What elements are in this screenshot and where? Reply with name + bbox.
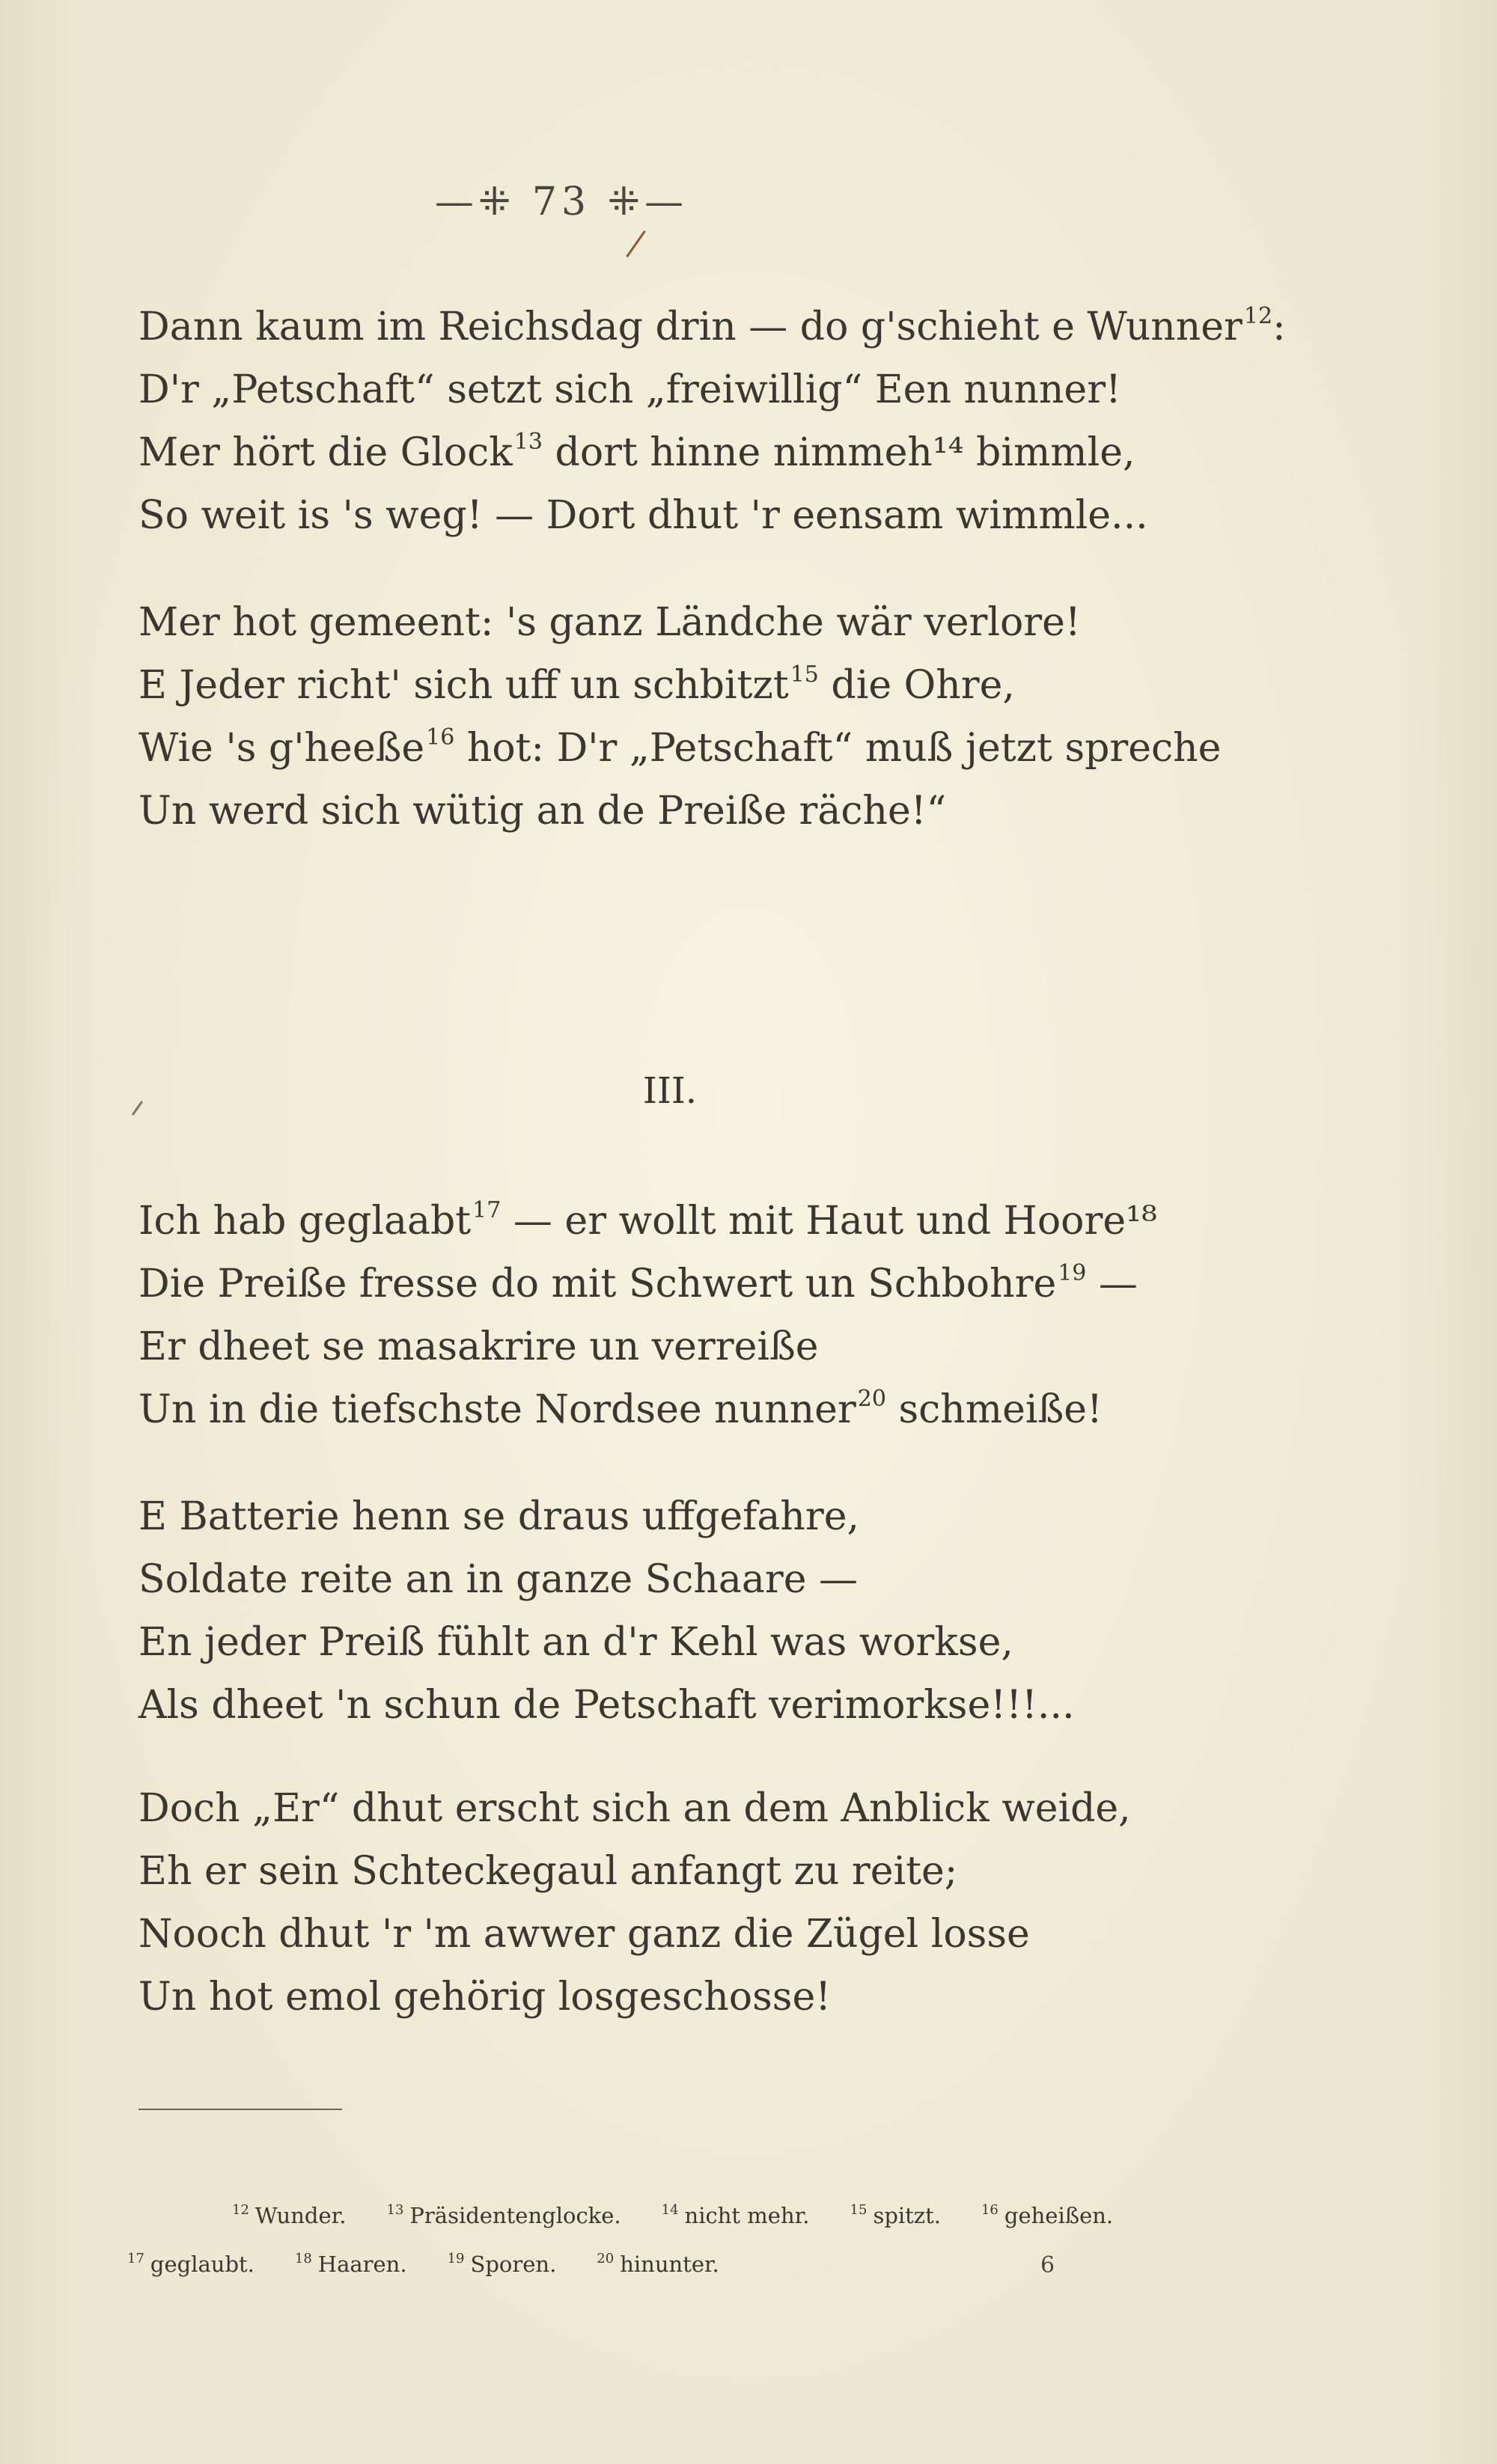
footnote-text: Wunder. [254, 2203, 347, 2228]
verse-text-tail: hot: D'r „Petschaft“ muß jetzt spreche [454, 726, 1222, 771]
footnote-text: geglaubt. [150, 2251, 254, 2277]
footnote-item [850, 2189, 941, 2237]
footnote-row-1 [127, 2189, 1220, 2237]
footnote-marker: 20 [857, 1386, 886, 1412]
verse-line [138, 780, 1231, 843]
footnote-number: 18 [294, 2251, 312, 2266]
stanza [138, 296, 1286, 547]
stanza [138, 1485, 1231, 1737]
verse-text: E Batterie henn se draus uffgefahre, [138, 1494, 860, 1539]
verse-line [138, 1966, 1231, 2029]
footnote-number: 13 [386, 2202, 404, 2218]
footnote-marker: 16 [426, 724, 455, 750]
verse-text: Mer hot gemeent: 's ganz Ländche wär verlore! [138, 600, 1081, 645]
verse-line [138, 296, 1286, 358]
footnote-number: 12 [232, 2202, 249, 2218]
footnote-item [448, 2237, 557, 2286]
verse-text: Dann kaum im Reichsdag drin — do g'schieht e Wunner [138, 305, 1243, 349]
verse-text: Un hot emol gehörig losgeschosse! [138, 1975, 832, 2020]
footnote-number: 15 [850, 2202, 868, 2218]
verse-line [138, 591, 1231, 654]
footnote-marker: 12 [1243, 303, 1273, 329]
verse-line [138, 1777, 1231, 1840]
verse-text: Un werd sich wütig an de Preiße räche!“ [138, 789, 947, 834]
footnote-item [662, 2189, 810, 2237]
verse-line [138, 1190, 1231, 1253]
stanza [138, 1190, 1231, 1441]
verse-line [138, 1840, 1231, 1903]
footnote-marker: 17 [472, 1197, 501, 1223]
verse-line [138, 1548, 1231, 1611]
footnote-text: Sporen. [470, 2251, 557, 2277]
verse-text: En jeder Preiß fühlt an d'r Kehl was workse, [138, 1620, 1013, 1665]
footnote-text: spitzt. [873, 2203, 941, 2228]
verse-text: E Jeder richt' sich uff un schbitzt [138, 663, 789, 708]
footnote-item [232, 2189, 347, 2237]
verse-line [138, 1903, 1231, 1966]
verse-text: D'r „Petschaft“ setzt sich „freiwillig“ Een nunner! [138, 367, 1121, 412]
footnote-row-2 [127, 2237, 1220, 2286]
ink-mark [626, 230, 646, 257]
footnote-marker: 13 [513, 429, 543, 455]
footnote-item [387, 2189, 621, 2237]
verse-text-tail: die Ohre, [818, 663, 1015, 708]
verse-text: Eh er sein Schteckegaul anfangt zu reite; [138, 1849, 958, 1894]
verse-text: Doch „Er“ dhut erscht sich an dem Anblick weide, [138, 1786, 1131, 1831]
verse-text: Nooch dhut 'r 'm awwer ganz die Zügel losse [138, 1912, 1030, 1957]
footnote-number: 19 [447, 2251, 465, 2266]
verse-text: Soldate reite an in ganze Schaare — [138, 1557, 859, 1602]
verse-line [138, 654, 1231, 717]
verse-text: Die Preiße fresse do mit Schwert un Schbohre [138, 1262, 1057, 1306]
footnote-item [295, 2237, 407, 2286]
page-number: —⁜ 73 ⁜— [434, 180, 689, 224]
footnote-number: 16 [981, 2202, 998, 2218]
verse-line [138, 1315, 1231, 1378]
signature-mark: 6 [1040, 2252, 1055, 2278]
verse-line [138, 1674, 1231, 1737]
verse-text: So weit is 's weg! — Dort dhut 'r eensam wimmle... [138, 493, 1148, 538]
verse-line [138, 1485, 1231, 1548]
verse-text-tail: — er wollt mit Haut und Hoore¹⁸ [501, 1199, 1157, 1244]
verse-text: Als dheet 'n schun de Petschaft verimorkse!!!... [138, 1683, 1075, 1728]
footnote-item [127, 2237, 254, 2286]
verse-line [138, 484, 1231, 547]
stanza [138, 1777, 1231, 2029]
footnote-item [981, 2189, 1113, 2237]
section-numeral: III. [642, 1070, 698, 1112]
verse-line [138, 1611, 1231, 1674]
footnote-marker: 15 [790, 661, 819, 688]
footnote-item [597, 2237, 719, 2286]
footnote-text: nicht mehr. [684, 2203, 810, 2228]
verse-text: Wie 's g'heeße [138, 726, 425, 771]
verse-text: Er dheet se masakrire un verreiße [138, 1324, 819, 1369]
verse-text: Un in die tiefschste Nordsee nunner [138, 1387, 856, 1432]
verse-text-tail: dort hinne nimmeh¹⁴ bimmle, [543, 430, 1135, 475]
verse-text: Ich hab geglaabt [138, 1199, 472, 1244]
verse-text-tail: : [1272, 305, 1286, 349]
footnote-divider [138, 2109, 342, 2110]
verse-text: Mer hört die Glock [138, 430, 513, 475]
verse-line [138, 1378, 1231, 1441]
footnote-marker: 19 [1058, 1260, 1087, 1286]
stanza [138, 591, 1231, 843]
verse-text-tail: — [1086, 1262, 1138, 1306]
footnotes [127, 2189, 1220, 2286]
verse-line [138, 358, 1231, 421]
verse-line [138, 421, 1231, 484]
footnote-text: hinunter. [620, 2251, 719, 2277]
verse-text-tail: schmeiße! [885, 1387, 1103, 1432]
footnote-number: 17 [127, 2251, 144, 2266]
footnote-number: 20 [597, 2251, 615, 2266]
verse-line [138, 717, 1231, 780]
footnote-text: Haaren. [317, 2251, 407, 2277]
footnote-text: geheißen. [1004, 2203, 1114, 2228]
footnote-text: Präsidentenglocke. [409, 2203, 621, 2228]
verse-line [138, 1253, 1231, 1315]
footnote-number: 14 [661, 2202, 679, 2218]
